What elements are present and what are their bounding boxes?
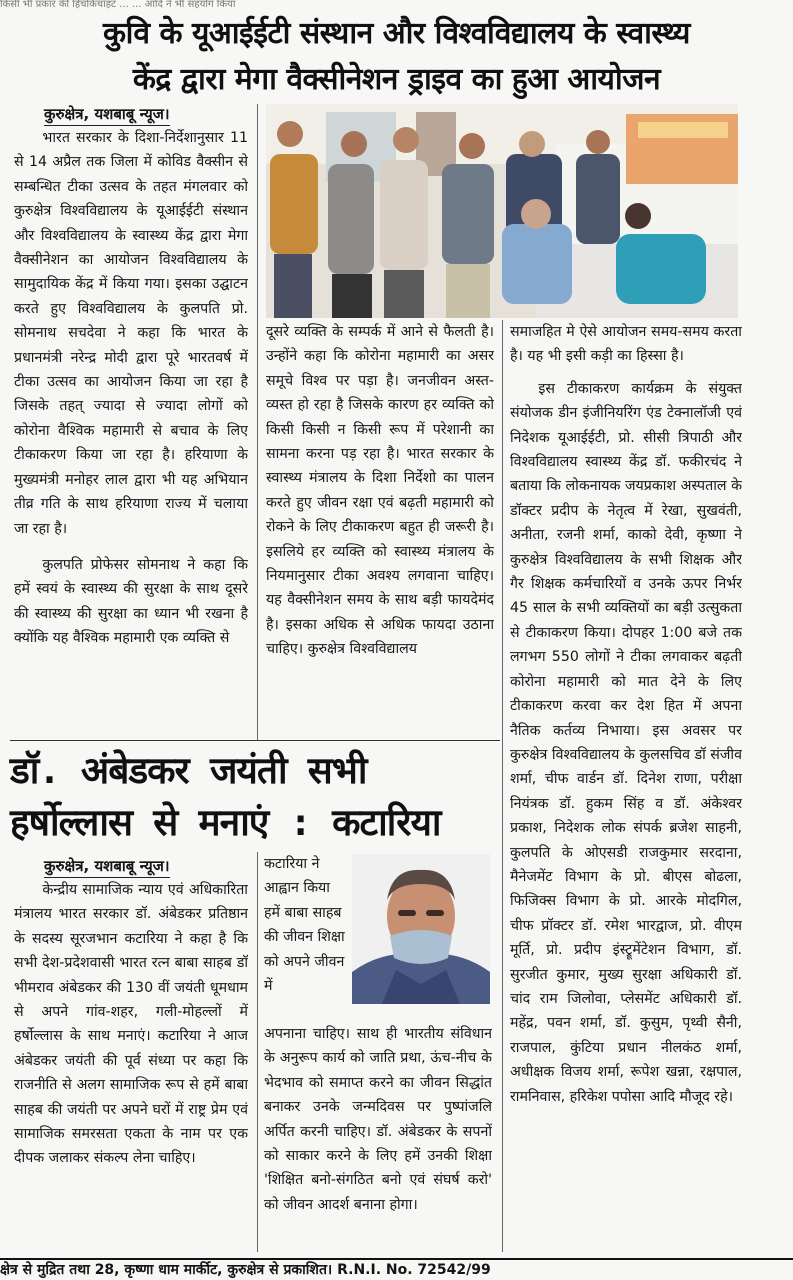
story2-col1-paragraph: केन्द्रीय सामाजिक न्याय एवं अधिकारिता मंत्रालय भारत सरकार डॉ. अंबेडकर प्रतिष्ठान के सदस्य सूरजभान कटारिया ने कहा है कि सभी देश-प्रदेशवासी भारत रत्न बाबा साहब डॉ भीमराव अंबेडकर की 130 वीं जयंती धूमधाम से अपने गांव-शहर, गली-मोहल्लों में हर्षोल्लास के साथ मनाएं। कटारिया ने आज अंबेडकर जयंती की पूर्व संध्या पर कहा कि राजनीति से अलग सामाजिक रूप से हमें बाबा साहब की जयंती पर अपने घरों में राष्ट्र प्रेम एवं सामाजिक समरसता एकता के नाम पर एक दीपक जलाकर संकल्प लेना चाहिए। (14, 882, 248, 1167)
story1-column-3 (510, 320, 742, 1256)
story1-col2-paragraph: दूसरे व्यक्ति के सम्पर्क में आने से फैलती है। उन्होंने कहा कि कोरोना महामारी का असर समूचे विश्व पर पड़ा है। जनजीवन अस्त-व्यस्त हो रहा है जिसके कारण हर व्यक्ति को किसी किसी न किसी रूप में परेशानी का सामना करना पड़ रहा है। भारत सरकार के स्वास्थ्य मंत्रालय के दिशा निर्देशो का पालन करते हुए जीवन रक्षा एवं बढ़ती महामारी को रोकने के लिए टीकाकरण बहुत ही जरूरी है। इसलिये हर व्यक्ति को स्वास्थ्य मंत्रालय के नियमानुसार टीका अवश्य लगवाना चाहिए। यह वैक्सीनेशन समय के साथ बड़ी फायदेमंद है। इसका अधिक से अधिक फायदा उठाना चाहिए। कुरुक्षेत्र विश्वविद्यालय (266, 324, 494, 658)
column-rule-2 (502, 320, 503, 1252)
story1-dateline: कुरुक्षेत्र, यशबाबू न्यूज। (44, 104, 170, 126)
story2-column-2-narrow (264, 852, 348, 1024)
vaccination-photo-illustration (266, 104, 738, 318)
column-rule-3 (257, 852, 258, 1252)
portrait-illustration (352, 854, 490, 1004)
footer-imprint: क्षेत्र से मुद्रित तथा 28, कृष्णा धाम मार्कीट, कुरुक्षेत्र से प्रकाशित। R.N.I. No. 72542/99 (0, 1258, 793, 1280)
story2-col2-narrow-text: कटारिया ने आह्वान किया हमें बाबा साहब की जीवन शिक्षा को अपने जीवन में (264, 856, 345, 995)
story1-column-1 (14, 126, 248, 734)
story2-headline-line2: हर्षोल्लास से मनाएं : कटारिया (10, 801, 441, 844)
story1-col1-paragraph-2: कुलपति प्रोफेसर सोमनाथ ने कहा कि हमें स्वयं के स्वास्थ्य की सुरक्षा के साथ दूसरे की स्वास्थ्य की सुरक्षा का ध्यान भी रखना है क्योंकि यह वैश्विक महामारी एक व्यक्ति से (14, 556, 248, 647)
story2-column-1 (14, 878, 248, 1252)
top-cut-text: किसी भी प्रकार की हिचकिचाहट ... ... आदि ने भी सहयोग किया (0, 0, 236, 10)
story1-col3-paragraph-2: इस टीकाकरण कार्यक्रम के संयुक्त संयोजक डीन इंजीनियरिंग एंड टेक्नालॉजी एवं निदेशक यूआईईटी, प्रो. सीसी त्रिपाठी और विश्वविद्यालय स्वास्थ्य केंद्र डॉ. फकीरचंद ने बताया कि लोकनायक जयप्रकाश अस्पताल के डॉक्टर प्रदीप के नेतृत्व में रेखा, सुखवंती, अनीता, रजनी शर्मा, काको देवी, कृष्णा ने कुरुक्षेत्र विश्वविद्यालय के सभी शिक्षक और गैर शिक्षक कर्मचारियों व उनके ऊपर निर्भर 45 साल के सभी व्यक्तियों का बड़ी उत्सुकता से टीकाकरण किया। दोपहर 1:00 बजे तक लगभग 550 लोगों ने टीका लगवाकर बढ़ती कोरोना महामारी को मात देने के लिए टीकाकरण करवा कर देश हित में अपना नैतिक कर्तव्य निभाया। इस अवसर पर कुरुक्षेत्र विश्वविद्यालय के कुलसचिव डॉ संजीव शर्मा, चीफ वार्डन डॉ. दिनेश राणा, परीक्षा नियंत्रक डॉ. हुकम सिंह व डॉ. अंकेश्वर प्रकाश, निदेशक लोक संपर्क ब्रजेश साहनी, कुलपति के ओएसडी राजकुमार सरदाना, मैनेजमेंट विभाग के प्रो. बीएस बोढला, फिजिक्स विभाग के प्रो. आरके मोदगिल, चीफ प्रॉक्टर डॉ. रमेश भारद्वाज, प्रो. वीएम मूर्ति, प्रो. प्रदीप इंस्ट्रूमेंटेशन विभाग, डॉ. सुरजीत कुमार, मुख्य सुरक्षा अधिकारी डॉ. चांद राम जिलोवा, प्लेसमेंट अधिकारी डॉ. महेंद्र, पवन शर्मा, डॉ. कुसुम, पृथ्वी सैनी, राजपाल, कुंटिया प्रधान नीलकंठ शर्मा, अधीक्षक विजय शर्मा, रूपेश खन्ना, रक्षपाल, रामनिवास, हरिकेश पपोसा आदि मौजूद रहे। (510, 380, 742, 1105)
story2-column-2 (264, 1022, 492, 1252)
story2-headline-line1: डॉ. अंबेडकर जयंती सभी (10, 749, 367, 792)
portrait-photo (352, 854, 490, 1004)
column-rule-1 (257, 104, 258, 740)
story-separator (10, 740, 500, 741)
story2-col2-paragraph: अपनाना चाहिए। साथ ही भारतीय संविधान के अनुरूप कार्य को जाति प्रथा, ऊंच-नीच के भेदभाव को समाप्त करने का जीवन सिद्धांत बनाकर उनके जन्मदिवस पर पुष्पांजलि अर्पित करनी चाहिए। डॉ. अंबेडकर के सपनों को साकार करने के लिए हमें उनकी शिक्षा 'शिक्षित बनो-संगठित बनो एवं संघर्ष करो' को जीवन आदर्श बनाना होगा। (264, 1026, 492, 1213)
story1-col1-paragraph-1: भारत सरकार के दिशा-निर्देशानुसार 11 से 14 अप्रैल तक जिला में कोविड वैक्सीन से सम्बन्धित टीका उत्सव के तहत मंगलवार को कुरुक्षेत्र विश्वविद्यालय के यूआईईटी संस्थान और विश्वविद्यालय के स्वास्थ्य केंद्र द्वारा मेगा वैक्सीनेशन का आयोजन विश्वविद्यालय के सामुदायिक केंद्र में किया गया। इसका उद्घाटन करते हुए विश्वविद्यालय के कुलपति प्रो. सोमनाथ सचदेवा ने कहा कि भारत के प्रधानमंत्री नरेन्द्र मोदी द्वारा पूरे भारतवर्ष में टीका उत्सव का आयोजन किया जा रहा है जिसके तहत् ज्यादा से ज्यादा लोगों को कोरोना वैश्विक महामारी से बचाव के लिए टीकाकरण किया जा रहा है। हरियाणा के मुख्यमंत्री मनोहर लाल द्वारा भी यह अभियान तीव्र गति के साथ हरियाणा राज्य में चलाया जा रहा है। (14, 130, 248, 537)
story2-dateline: कुरुक्षेत्र, यशबाबू न्यूज। (44, 856, 170, 878)
story1-headline-line2: केंद्र द्वारा मेगा वैक्सीनेशन ड्राइव का हुआ आयोजन (132, 62, 661, 97)
story1-col3-paragraph-1: समाजहित मे ऐसे आयोजन समय-समय करता है। यह भी इसी कड़ी का हिस्सा है। (510, 324, 742, 365)
vaccination-photo (266, 104, 738, 318)
story1-column-2 (266, 320, 494, 734)
story1-headline-line1: कुवि के यूआईईटी संस्थान और विश्वविद्यालय के स्वास्थ्य (103, 16, 690, 51)
